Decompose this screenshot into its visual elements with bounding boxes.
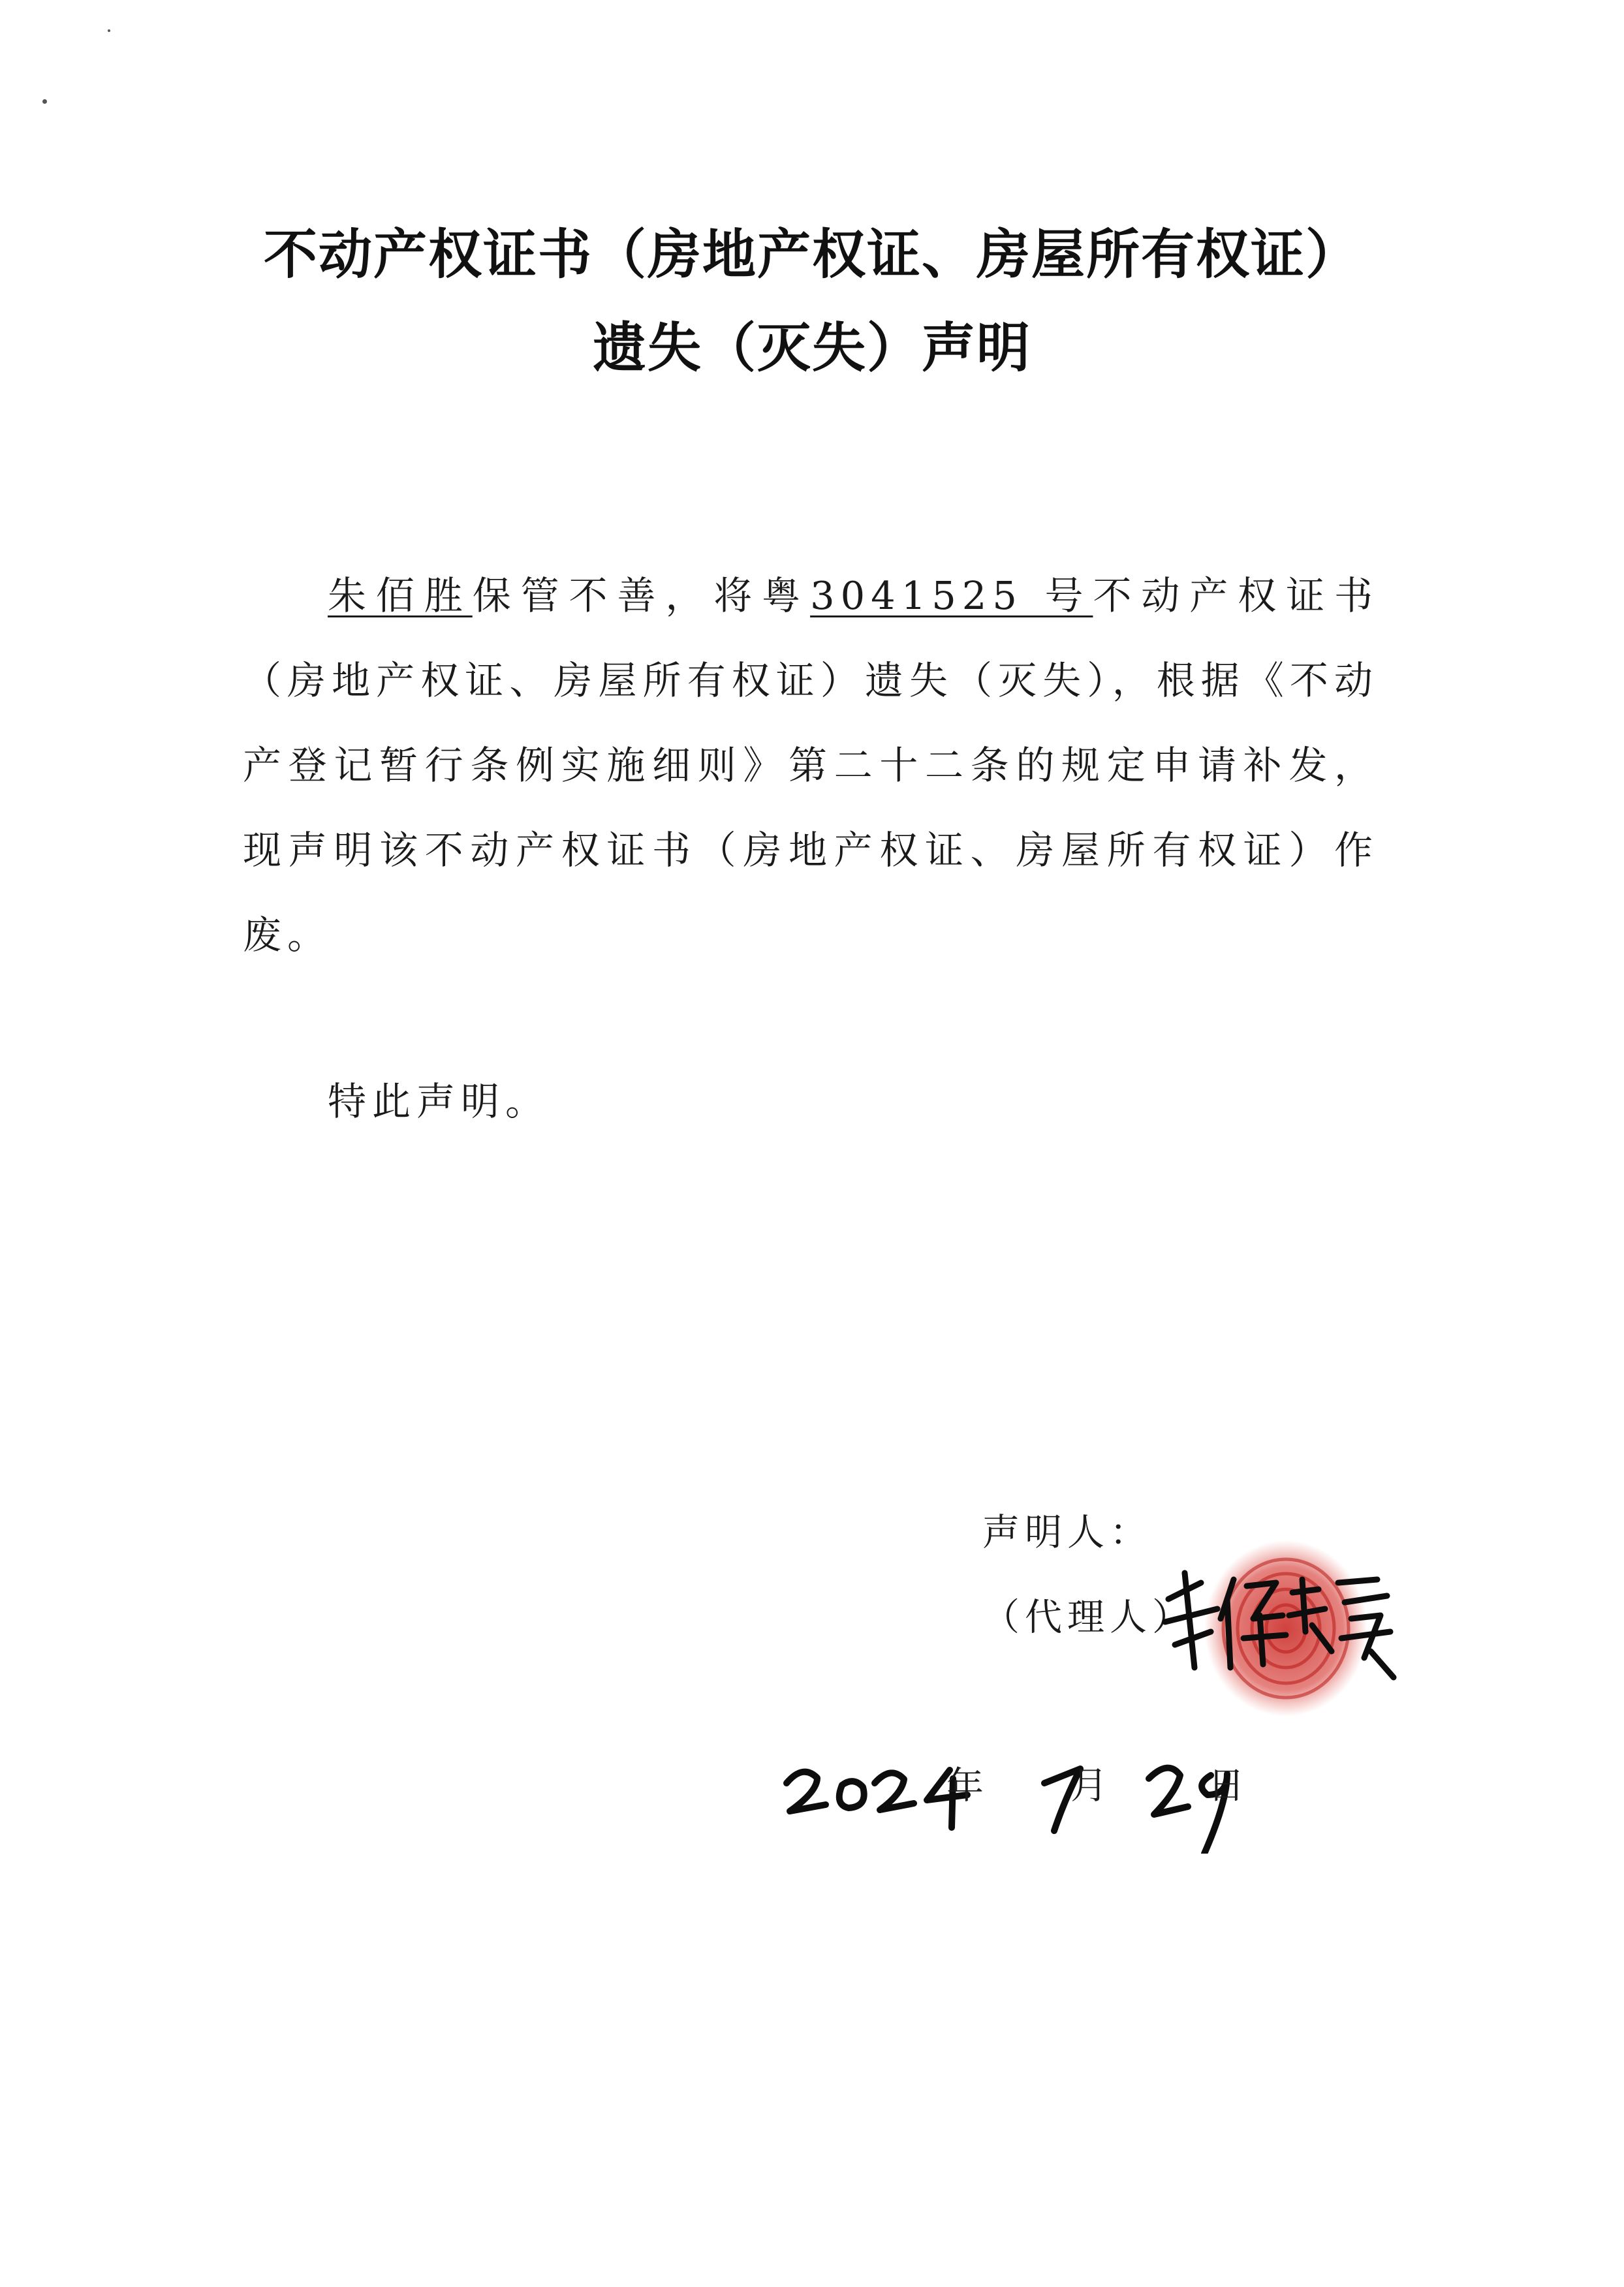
handwritten-date: [777, 1723, 1273, 1854]
declaration-paragraph: [243, 553, 1379, 978]
date-row: [777, 1723, 1273, 1854]
scan-speck: [42, 99, 47, 104]
owner-name: 朱佰胜: [328, 573, 473, 618]
closing-statement: 特此声明。: [328, 1079, 550, 1124]
day-unit: 日: [1208, 1764, 1245, 1807]
paragraph-text-intro: 保管不善，将粤: [472, 573, 811, 618]
certificate-number: 3041525 号: [810, 573, 1093, 618]
handwritten-signature: [1155, 1553, 1403, 1684]
declarant-label: 声明人：: [982, 1511, 1152, 1554]
paragraph-text-main: 不动产权证书（房地产权证、房屋所有权证）遗失（灭失），根据《不动产登记暂行条例实施细则》第二十二条的规定申请补发，现声明该不动产权证书（房地产权证、房屋所有权证）作废。: [243, 573, 1379, 957]
document-title-line1: 不动产权证书（房地产权证、房屋所有权证）: [263, 224, 1360, 286]
year-unit: 年: [946, 1764, 984, 1807]
document-title-line2: 遗失（灭失）声明: [592, 317, 1031, 379]
month-unit: 月: [1070, 1764, 1108, 1807]
scan-speck: [108, 29, 110, 32]
agent-label: （代理人）: [982, 1596, 1195, 1639]
